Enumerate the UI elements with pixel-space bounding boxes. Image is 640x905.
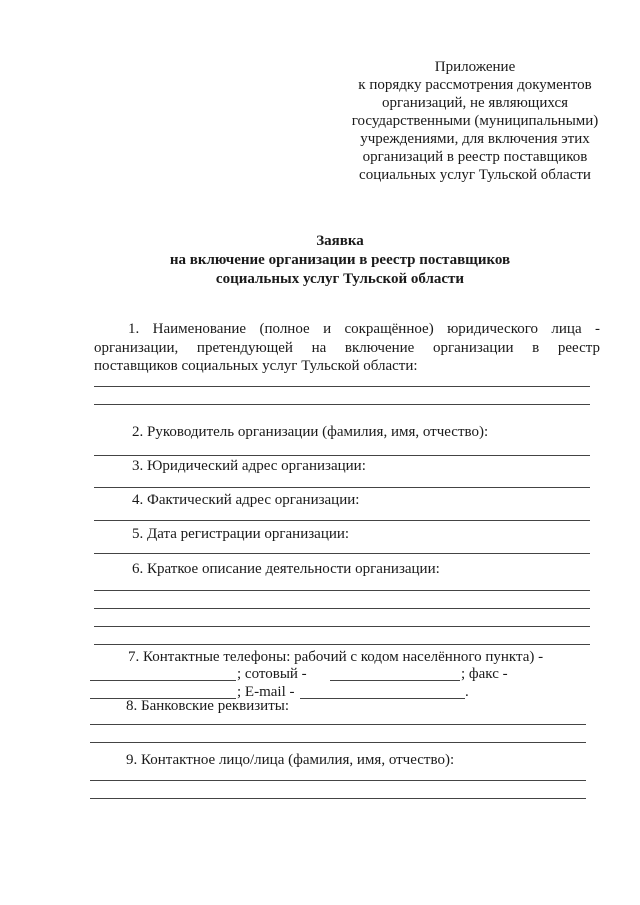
fax-label: ; факс - xyxy=(461,666,508,682)
item-9-label: 9. Контактное лицо/лица (фамилия, имя, отчество): xyxy=(126,752,455,768)
item-4-field-line[interactable] xyxy=(94,520,590,521)
appendix-line: организаций в реестр поставщиков xyxy=(362,149,588,165)
item-5-field-line[interactable] xyxy=(94,553,590,554)
item-7-label: 7. Контактные телефоны: рабочий с кодом населённого пункта) - xyxy=(128,649,544,665)
title-line: социальных услуг Тульской области xyxy=(215,271,465,287)
item-2-field-line[interactable] xyxy=(94,455,590,456)
item-3-field-line[interactable] xyxy=(94,487,590,488)
item-1-label: 1. Наименование (полное и сокращённое) юридического лица - xyxy=(128,321,600,337)
item-8-field-line[interactable] xyxy=(90,724,586,725)
item-9-field-line[interactable] xyxy=(90,798,586,799)
title-line: Заявка xyxy=(316,233,364,249)
appendix-header xyxy=(330,58,620,184)
item-5-label: 5. Дата регистрации организации: xyxy=(132,526,350,542)
item-6-field-line[interactable] xyxy=(94,626,590,627)
work-phone-field-line[interactable] xyxy=(90,680,236,681)
title-line: на включение организации в реестр поставщиков xyxy=(169,252,511,268)
email-field-line[interactable] xyxy=(300,698,465,699)
mobile-phone-field-line[interactable] xyxy=(330,680,460,681)
item-8-label: 8. Банковские реквизиты: xyxy=(126,698,290,714)
item-4-label: 4. Фактический адрес организации: xyxy=(132,492,360,508)
appendix-line: организаций, не являющихся xyxy=(381,95,569,111)
appendix-line: государственными (муниципальными) xyxy=(351,113,599,129)
item-6-field-line[interactable] xyxy=(94,644,590,645)
appendix-line: к порядку рассмотрения документов xyxy=(358,77,592,93)
item-8-field-line[interactable] xyxy=(90,742,586,743)
item-2-label: 2. Руководитель организации (фамилия, имя, отчество): xyxy=(132,424,489,440)
item-3-label: 3. Юридический адрес организации: xyxy=(132,458,366,474)
item-1-label-cont: организации, претендующей на включение организации в реестр xyxy=(94,340,600,356)
appendix-line: Приложение xyxy=(434,59,516,75)
item-6-label: 6. Краткое описание деятельности организации: xyxy=(132,561,440,577)
mobile-phone-label: ; сотовый - xyxy=(237,666,307,682)
appendix-line: учреждениями, для включения этих xyxy=(360,131,590,147)
item-1-label-cont: поставщиков социальных услуг Тульской области: xyxy=(94,358,418,374)
document-title xyxy=(90,232,590,289)
item-1-field-line[interactable] xyxy=(94,386,590,387)
email-end-period: . xyxy=(465,684,469,700)
item-1-field-line[interactable] xyxy=(94,404,590,405)
item-6-field-line[interactable] xyxy=(94,590,590,591)
appendix-line: социальных услуг Тульской области xyxy=(359,167,591,183)
item-6-field-line[interactable] xyxy=(94,608,590,609)
item-9-field-line[interactable] xyxy=(90,780,586,781)
email-label: ; E-mail - xyxy=(237,684,295,700)
